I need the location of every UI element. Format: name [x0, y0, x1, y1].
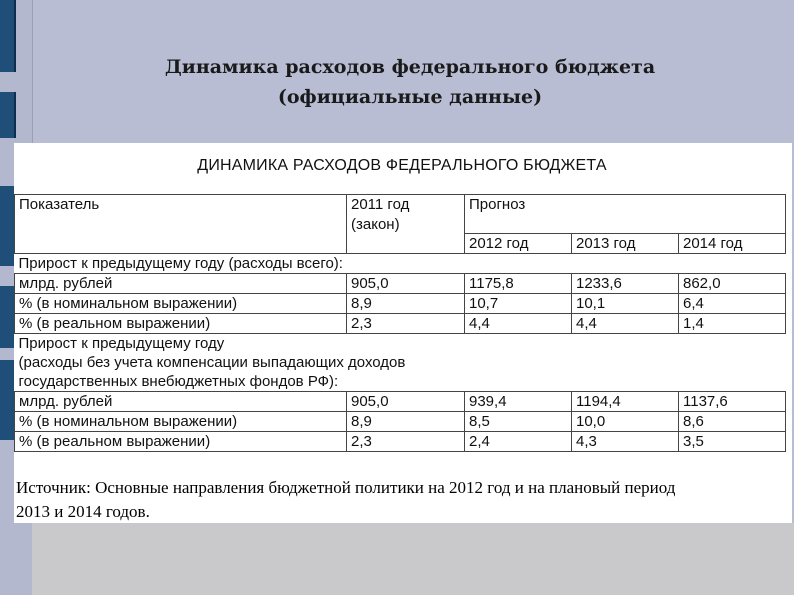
cell-2012: 939,4 [465, 392, 572, 412]
table-row [15, 274, 786, 294]
table-header-row [15, 195, 786, 234]
cell-2013: 4,4 [572, 314, 679, 334]
cell-2013: 10,1 [572, 294, 679, 314]
table-row [15, 294, 786, 314]
row-label: млрд. рублей [15, 392, 347, 412]
decor-bar [0, 92, 16, 138]
table-row [15, 392, 786, 412]
document-heading: ДИНАМИКА РАСХОДОВ ФЕДЕРАЛЬНОГО БЮДЖЕТА [197, 157, 607, 174]
decor-bar [0, 0, 16, 72]
cell-2012: 1175,8 [465, 274, 572, 294]
row-label: % (в номинальном выражении) [15, 294, 347, 314]
cell-2012: 8,5 [465, 412, 572, 432]
slide-title-line1: Динамика расходов федерального бюджета [164, 56, 656, 78]
cell-2014: 3,5 [679, 432, 786, 452]
row-label: млрд. рублей [15, 274, 347, 294]
cell-2012: 2,4 [465, 432, 572, 452]
header-indicator: Показатель [15, 195, 347, 254]
slide-title-line2: (официальные данные) [277, 86, 543, 108]
cell-2012: 10,7 [465, 294, 572, 314]
cell-2011: 2,3 [347, 432, 465, 452]
header-2012: 2012 год [465, 234, 572, 254]
cell-2014: 1,4 [679, 314, 786, 334]
section-title-row [15, 254, 786, 274]
cell-2013: 4,3 [572, 432, 679, 452]
cell-2011: 8,9 [347, 294, 465, 314]
table-row [15, 432, 786, 452]
section-title-row [15, 334, 786, 392]
row-label: % (в реальном выражении) [15, 314, 347, 334]
slide-title [60, 52, 760, 112]
header-2014: 2014 год [679, 234, 786, 254]
cell-2013: 10,0 [572, 412, 679, 432]
cell-2011: 2,3 [347, 314, 465, 334]
cell-2014: 8,6 [679, 412, 786, 432]
cell-2012: 4,4 [465, 314, 572, 334]
cell-2013: 1233,6 [572, 274, 679, 294]
header-forecast: Прогноз [465, 195, 786, 234]
budget-table [14, 194, 786, 452]
section2-title: Прирост к предыдущему году (расходы без учета компенсации выпадающих доходов государственных внебюджетных фондов РФ): [15, 334, 786, 392]
cell-2013: 1194,4 [572, 392, 679, 412]
section1-title: Прирост к предыдущему году (расходы всего): [15, 254, 786, 274]
cell-2014: 862,0 [679, 274, 786, 294]
row-label: % (в реальном выражении) [15, 432, 347, 452]
row-label: % (в номинальном выражении) [15, 412, 347, 432]
cell-2011: 8,9 [347, 412, 465, 432]
cell-2014: 6,4 [679, 294, 786, 314]
header-2011: 2011 год (закон) [347, 195, 465, 254]
source-note: Источник: Основные направления бюджетной политики на 2012 год и на плановый период 2013 и 2014 годов. [16, 478, 676, 521]
scanned-document [14, 143, 792, 523]
slide-lower-background [32, 523, 794, 595]
cell-2014: 1137,6 [679, 392, 786, 412]
table-row [15, 412, 786, 432]
cell-2011: 905,0 [347, 274, 465, 294]
header-2013: 2013 год [572, 234, 679, 254]
cell-2011: 905,0 [347, 392, 465, 412]
table-row [15, 314, 786, 334]
